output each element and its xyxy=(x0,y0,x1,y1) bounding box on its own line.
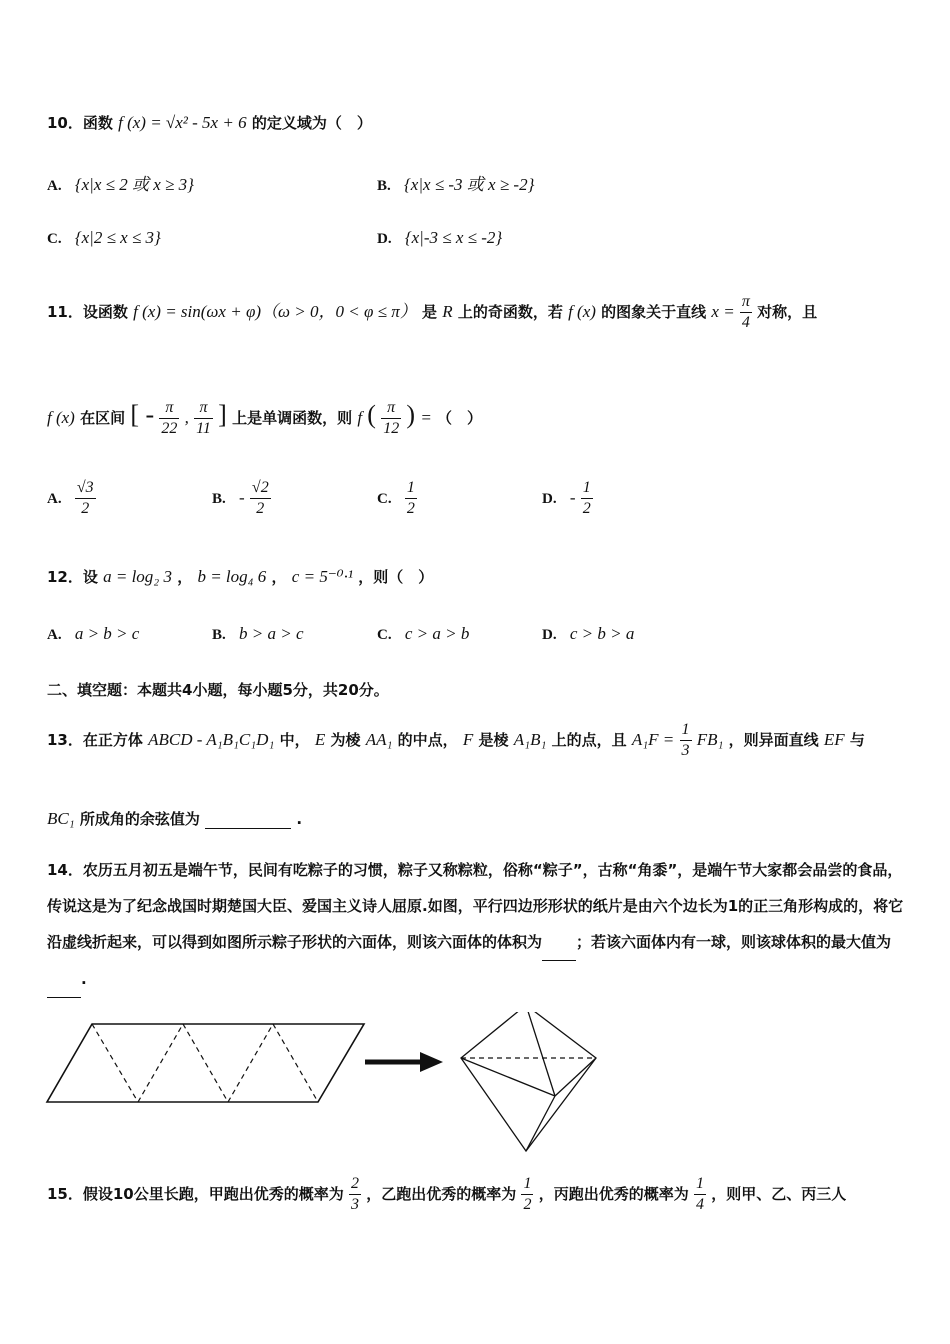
q15-stem xyxy=(47,1174,846,1215)
q14-text: ；若该六面体内有一球，则该球体积的最大值为 xyxy=(576,933,892,951)
q10-suffix: 的定义域为（ ） xyxy=(251,114,372,132)
q11-option-c[interactable] xyxy=(377,478,417,519)
q11-text: 在区间 xyxy=(80,409,126,427)
q12-option-b[interactable] xyxy=(212,624,304,644)
fraction-denominator: 2 xyxy=(81,500,90,517)
section-heading: 二、填空题：本题共4小题，每小题5分，共20分。 xyxy=(47,681,389,699)
q13-a1f: A₁F = xyxy=(631,730,675,749)
q11-text: 上是单调函数，则 xyxy=(232,409,353,427)
fraction-denominator: 11 xyxy=(196,420,211,437)
fraction-denominator: 3 xyxy=(350,1196,359,1213)
q11-f: f xyxy=(357,408,363,427)
q14-text: 14．农历五月初五是端午节，民间有吃粽子的习惯，粽子又称粽粒，俗称“粽子”，古称“角黍”，是端午节大家都会品尝的食品，传说这是为了纪念战国时期楚国大臣、爱国主义诗人屈原.如图，平行四边形形状的纸片是由六个边长为1的正三角形构成的，将它沿虚线折起来，可以得到如图所示粽子形状的六面体，则该六面体的体积为 xyxy=(47,861,904,951)
option-text: c > a > b xyxy=(404,624,470,643)
q15-fraction-3 xyxy=(694,1174,706,1215)
paren-close: ) xyxy=(406,400,416,429)
q11-eq: = xyxy=(420,408,432,427)
option-label: C. xyxy=(377,491,392,507)
q13-f: F xyxy=(462,730,474,749)
q13-text: 与 xyxy=(849,731,865,749)
q11-stem-line1 xyxy=(47,292,817,333)
hexahedron-solid xyxy=(461,1012,596,1151)
q11-stem-line2 xyxy=(47,398,482,439)
q11-pi-over-11 xyxy=(194,398,213,439)
q15-text: 15．假设10公里长跑，甲跑出优秀的概率为 xyxy=(47,1185,344,1203)
q12-a: a = log₂ 3 xyxy=(103,567,172,586)
q14-answer-blank-2[interactable] xyxy=(47,961,81,998)
option-fraction xyxy=(250,478,271,519)
q13-text: 的中点， xyxy=(397,731,458,749)
q11-option-d[interactable] xyxy=(542,478,593,519)
arrow-icon xyxy=(365,1052,443,1072)
q15-fraction-1 xyxy=(349,1174,361,1215)
option-fraction xyxy=(405,478,417,519)
q12-b: b = log₄ 6 xyxy=(197,567,267,586)
q13-cube: ABCD - A₁B₁C₁D₁ xyxy=(148,730,275,749)
q12-suffix: ，则（ ） xyxy=(358,568,434,586)
fraction-numerator: 1 xyxy=(680,720,692,741)
q13-fb1: FB₁ xyxy=(696,730,724,749)
option-label: C. xyxy=(47,231,62,247)
fraction-numerator: 2 xyxy=(349,1174,361,1195)
fraction-denominator: 2 xyxy=(582,500,591,517)
q11-pi-over-12 xyxy=(381,398,401,439)
q13-bc1: BC₁ xyxy=(47,809,75,828)
fraction-numerator: 1 xyxy=(581,478,593,499)
q12-option-a[interactable] xyxy=(47,624,139,644)
q11-pi-over-22 xyxy=(159,398,179,439)
q13-stem-line1 xyxy=(47,720,865,761)
option-label: A. xyxy=(47,491,62,507)
q11-suffix: （ ） xyxy=(437,409,483,427)
option-fraction xyxy=(581,478,593,519)
fraction-denominator: 2 xyxy=(523,1196,532,1213)
q11-fx: f (x) xyxy=(47,408,75,427)
option-label: B. xyxy=(377,178,391,194)
q11-fx: f (x) xyxy=(568,302,596,321)
option-text: b > a > c xyxy=(239,624,304,643)
q11-pi-over-4 xyxy=(740,292,752,333)
q13-fraction xyxy=(680,720,692,761)
q13-ef: EF xyxy=(823,730,845,749)
option-label: B. xyxy=(212,627,226,643)
parallelogram-net xyxy=(47,1024,364,1102)
q13-answer-blank[interactable] xyxy=(205,810,291,829)
q12-c: c = 5⁻⁰·¹ xyxy=(291,567,353,586)
fraction-numerator: π xyxy=(159,398,179,419)
q13-stem-line2 xyxy=(47,808,302,829)
option-label: A. xyxy=(47,178,62,194)
q12-sep: ， xyxy=(271,568,287,586)
q11-r: R xyxy=(442,302,453,321)
q11-option-b[interactable] xyxy=(212,478,271,519)
option-text: {x|-3 ≤ x ≤ -2} xyxy=(404,228,503,247)
q11-comma: , xyxy=(184,408,189,427)
option-sign: - xyxy=(239,488,245,507)
q13-text: 上的点，且 xyxy=(551,731,627,749)
q10-stem xyxy=(47,112,372,133)
option-label: A. xyxy=(47,627,62,643)
q11-formula: f (x) = sin(ωx + φ)（ω > 0，0 < φ ≤ π） xyxy=(133,302,417,321)
q15-text: ，丙跑出优秀的概率为 xyxy=(538,1185,689,1203)
q11-text: 是 xyxy=(421,303,437,321)
q14-text: . xyxy=(81,970,87,988)
fraction-numerator: 1 xyxy=(521,1174,533,1195)
q12-prefix: 12．设 xyxy=(47,568,98,586)
q11-line-eq: x = xyxy=(711,302,735,321)
q13-text: 为棱 xyxy=(330,731,361,749)
q15-fraction-2 xyxy=(521,1174,533,1215)
fraction-numerator: π xyxy=(381,398,401,419)
q13-text: 中， xyxy=(279,731,310,749)
fold-lines xyxy=(92,1024,318,1102)
q11-text: 对称，且 xyxy=(757,303,818,321)
q10-option-a[interactable] xyxy=(47,170,194,195)
q10-prefix: 10．函数 xyxy=(47,114,113,132)
option-text: a > b > c xyxy=(74,624,140,643)
q11-prefix: 11．设函数 xyxy=(47,303,128,321)
fraction-numerator: 1 xyxy=(405,478,417,499)
option-text: {x|x ≤ -3 或 x ≥ -2} xyxy=(404,175,535,194)
option-sign: - xyxy=(569,488,576,507)
option-text: {x|2 ≤ x ≤ 3} xyxy=(74,228,161,247)
paren-open: ( xyxy=(367,400,376,429)
q13-a1b1: A₁B₁ xyxy=(513,730,547,749)
q14-answer-blank-1[interactable] xyxy=(542,924,576,961)
fraction-numerator: 1 xyxy=(694,1174,706,1195)
fraction-numerator: √2 xyxy=(250,478,271,499)
q11-interval-open: [ - xyxy=(130,400,155,429)
q13-aa1: AA₁ xyxy=(365,730,393,749)
fraction-numerator: √3 xyxy=(75,478,96,499)
fraction-denominator: 22 xyxy=(161,420,178,437)
q12-stem xyxy=(47,566,433,587)
q13-text: 是棱 xyxy=(478,731,509,749)
option-label: C. xyxy=(377,627,392,643)
q15-text: ，则甲、乙、丙三人 xyxy=(711,1185,847,1203)
q13-text: 13．在正方体 xyxy=(47,731,143,749)
fraction-denominator: 12 xyxy=(383,420,400,437)
fraction-denominator: 3 xyxy=(681,742,690,759)
option-fraction xyxy=(75,478,96,519)
fraction-denominator: 4 xyxy=(741,314,750,331)
fraction-numerator: π xyxy=(740,292,752,313)
fraction-denominator: 2 xyxy=(406,500,415,517)
q15-text: ，乙跑出优秀的概率为 xyxy=(366,1185,517,1203)
q12-sep: ， xyxy=(177,568,193,586)
q13-text: ，则异面直线 xyxy=(728,731,819,749)
q11-option-a[interactable] xyxy=(47,478,96,519)
q10-option-b[interactable] xyxy=(377,170,534,195)
q13-text: . xyxy=(296,810,303,828)
option-label: D. xyxy=(542,627,557,643)
q12-option-d[interactable] xyxy=(542,624,634,644)
option-label: D. xyxy=(377,231,392,247)
q14-figure xyxy=(0,1012,950,1172)
q10-option-c[interactable] xyxy=(47,228,161,248)
fraction-denominator: 4 xyxy=(695,1196,704,1213)
q13-e: E xyxy=(314,730,326,749)
q12-option-c[interactable] xyxy=(377,624,469,644)
option-text: {x|x ≤ 2 或 x ≥ 3} xyxy=(74,175,194,194)
option-label: D. xyxy=(542,491,557,507)
q11-text: 的图象关于直线 xyxy=(601,303,707,321)
q11-text: 上的奇函数，若 xyxy=(457,303,563,321)
fraction-numerator: π xyxy=(194,398,213,419)
q10-option-d[interactable] xyxy=(377,228,502,248)
fraction-denominator: 2 xyxy=(256,500,265,517)
option-label: B. xyxy=(212,491,226,507)
q13-text: 所成角的余弦值为 xyxy=(79,810,200,828)
q14-stem xyxy=(47,852,907,998)
q10-formula: f (x) = √x² - 5x + 6 xyxy=(118,113,247,132)
option-text: c > b > a xyxy=(569,624,635,643)
q11-interval-close: ] xyxy=(218,400,227,429)
